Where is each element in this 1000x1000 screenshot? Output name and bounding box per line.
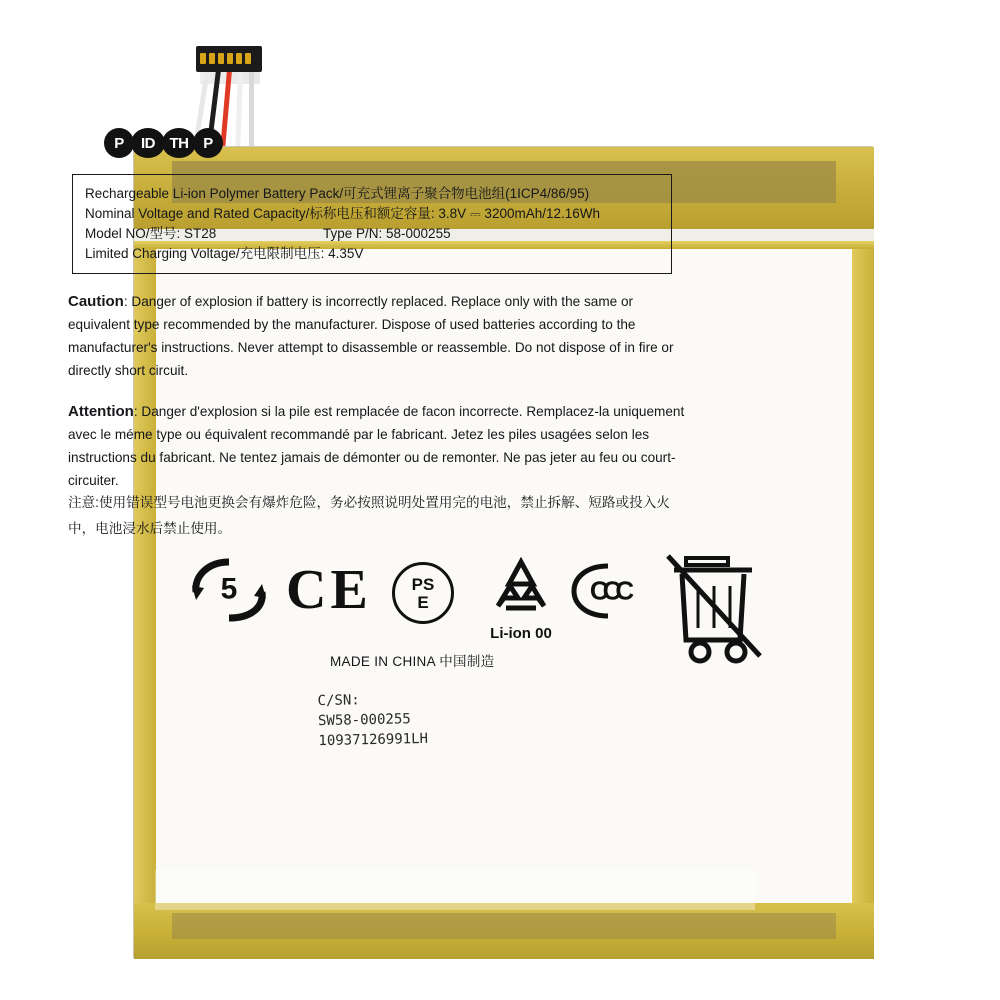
badge-th-icon: TH <box>162 128 196 158</box>
ccc-mark-icon <box>568 560 650 622</box>
attention-text: : Danger d'explosion si la pile est remplacée de facon incorrecte. Remplacez-la uniquement avec le méme type ou équivalent recommandé par le fabricant. Jetez les piles usagées selon les instructions du fabricant. Ne tentez jamais de démonter ou de remonter. Ne pas jeter au feu ou court-circuiter. <box>68 404 685 488</box>
badge-p-icon: P <box>104 128 134 158</box>
caution-text: : Danger of explosion if battery is incorrectly replaced. Replace only with the same or equivalent type recommended by the manufacturer. Dispose of used batteries according to the manufacturer's instructions. Never attempt to disassemble or reassemble. Do not dispose of in fire or directly short circuit. <box>68 294 674 378</box>
li-ion-caption: Li-ion 00 <box>490 625 552 642</box>
attention-heading: Attention <box>68 403 134 420</box>
badge-p2-icon: P <box>193 128 223 158</box>
spec-line-voltage-capacity: Nominal Voltage and Rated Capacity/标称电压和额定容量: 3.8V ⎓ 3200mAh/12.16Wh <box>85 206 601 221</box>
spec-line-charging-voltage: Limited Charging Voltage/充电限制电压: 4.35V <box>85 246 364 261</box>
battery-connector <box>196 46 262 72</box>
serial-number-block <box>317 689 428 751</box>
caution-paragraph <box>68 290 688 382</box>
csn-line-1: SW58-000255 <box>317 711 411 730</box>
attention-paragraph <box>68 400 688 492</box>
spec-line-chemistry: Rechargeable Li-ion Polymer Battery Pack/可充式锂离子聚合物电池组(1ICP4/86/95) <box>85 186 590 201</box>
chinese-notice: 注意:使用错误型号电池更换会有爆炸危险，务必按照说明处置用完的电池，禁止拆解、短路或投入火中，电池浸水后禁止使用。 <box>68 495 670 536</box>
certification-badges <box>104 128 220 158</box>
recycle-5-icon <box>190 558 268 622</box>
recycle-number: 5 <box>220 572 238 606</box>
made-in-text: MADE IN CHINA 中国制造 <box>330 654 495 669</box>
label-gloss-highlight <box>155 870 755 910</box>
ccc-letters: CCC <box>589 575 629 606</box>
connector-pins <box>200 53 251 64</box>
li-ion-recycle-icon <box>478 556 564 642</box>
kapton-tape-bottom-shade <box>172 913 836 939</box>
spec-row-model-type <box>85 224 659 244</box>
pse-mark-icon <box>392 562 454 624</box>
caution-heading: Caution <box>68 293 124 310</box>
badge-id-icon: ID <box>131 128 165 158</box>
pse-bottom-text: E <box>417 593 429 612</box>
weee-bin-icon <box>660 548 768 664</box>
kapton-tape-bottom <box>134 903 874 959</box>
spec-model-number: Model NO/型号: ST28 <box>85 226 217 241</box>
pse-top-text: PS <box>411 575 435 594</box>
spec-type-pn: Type P/N: 58-000255 <box>323 226 451 241</box>
csn-line-2: 10937126991LH <box>318 730 429 750</box>
specification-box <box>72 174 672 274</box>
ce-mark-icon: CE <box>286 559 372 621</box>
csn-label: C/SN: <box>317 692 360 710</box>
wire-grey <box>249 70 254 150</box>
kapton-tape-right-edge <box>852 249 874 903</box>
